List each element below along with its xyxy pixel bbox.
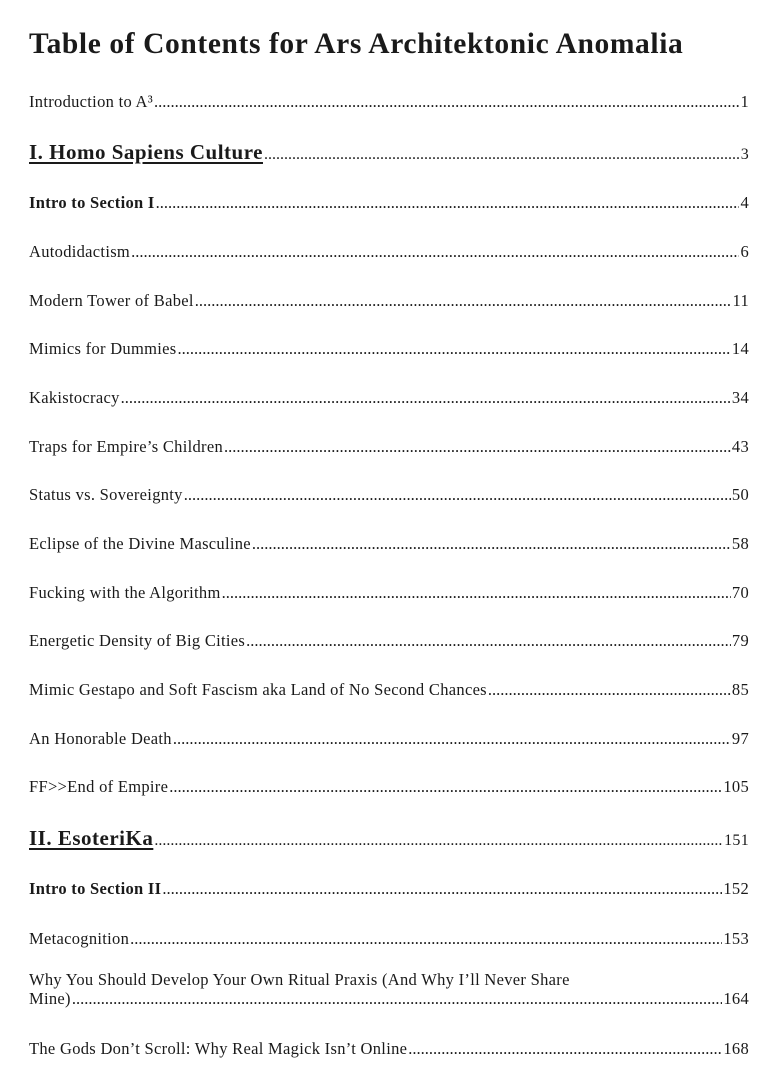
toc-section-heading-1[interactable]: [29, 140, 749, 165]
toc-entry-introduction[interactable]: [29, 92, 749, 112]
toc-entry-label: Traps for Empire’s Children: [29, 437, 224, 456]
toc-entry-label: Eclipse of the Divine Masculine: [29, 534, 251, 553]
toc-entry-label: Mimics for Dummies: [29, 339, 177, 358]
toc-entry-label: Energetic Density of Big Cities: [29, 631, 246, 650]
dot-leader: [154, 832, 723, 850]
dot-leader: [222, 583, 731, 603]
toc-page-number: 34: [731, 388, 749, 407]
toc-entry[interactable]: [29, 729, 749, 749]
dot-leader: [162, 879, 722, 899]
toc-page-number: 1: [740, 92, 749, 111]
toc-entry-label: Metacognition: [29, 929, 130, 948]
toc-page-number: 85: [731, 680, 749, 699]
dot-leader: [224, 437, 731, 457]
toc-entry-label: Autodidactism: [29, 242, 131, 261]
dot-leader: [246, 631, 731, 651]
toc-entry-label: Why You Should Develop Your Own Ritual Praxis (And Why I’ll Never Share: [29, 970, 570, 989]
toc-entry[interactable]: [29, 534, 749, 554]
toc-entry-label: The Gods Don’t Scroll: Why Real Magick Isn’t Online: [29, 1039, 408, 1058]
toc-entry-ritual-praxis[interactable]: [29, 970, 749, 1008]
toc-entry-intro-section-1[interactable]: [29, 193, 749, 213]
dot-leader: [130, 929, 722, 949]
toc-entry[interactable]: [29, 485, 749, 505]
dot-leader: [488, 680, 731, 700]
dot-leader: [156, 193, 740, 213]
toc-entry-intro-section-2[interactable]: [29, 879, 749, 899]
dot-leader: [408, 1039, 722, 1059]
toc-page-number: 105: [723, 777, 749, 796]
toc-page-number: 152: [723, 879, 749, 898]
toc-entry[interactable]: [29, 583, 749, 603]
dot-leader: [173, 729, 731, 749]
toc-entry-label: Introduction to A³: [29, 92, 154, 111]
toc-entry-label: Intro to Section I: [29, 193, 155, 212]
toc-section-label: I. Homo Sapiens Culture: [29, 140, 263, 164]
dot-leader: [252, 534, 731, 554]
toc-entry[interactable]: [29, 437, 749, 457]
toc-entry-label: Kakistocracy: [29, 388, 120, 407]
dot-leader: [264, 146, 740, 164]
toc-entry[interactable]: [29, 291, 749, 311]
page-title: Table of Contents for Ars Architektonic Anomalia: [29, 28, 684, 60]
toc-page-number: 79: [731, 631, 749, 650]
toc-entry[interactable]: [29, 339, 749, 359]
dot-leader: [184, 485, 731, 505]
toc-page-number: 153: [723, 929, 749, 948]
dot-leader: [72, 990, 723, 1008]
toc-page-number: 58: [731, 534, 749, 553]
toc-page-number: 70: [731, 583, 749, 602]
toc-entry-label: Fucking with the Algorithm: [29, 583, 221, 602]
toc-entry[interactable]: [29, 242, 749, 262]
toc-entry-label: An Honorable Death: [29, 729, 172, 748]
toc-entry[interactable]: [29, 631, 749, 651]
toc-entry-label: Mimic Gestapo and Soft Fascism aka Land of No Second Chances: [29, 680, 487, 699]
dot-leader: [121, 388, 731, 408]
toc-entry[interactable]: [29, 929, 749, 949]
toc-page-number: 14: [731, 339, 749, 358]
toc-entry-label: FF>>End of Empire: [29, 777, 169, 796]
toc-page-number: 168: [723, 1039, 749, 1058]
toc-page-number: 164: [723, 989, 749, 1008]
toc-entry-label: Status vs. Sovereignty: [29, 485, 183, 504]
dot-leader: [131, 242, 739, 262]
toc-entry[interactable]: [29, 1039, 749, 1059]
toc-page-number: 3: [740, 146, 749, 163]
toc-page-number: 4: [740, 193, 749, 212]
dot-leader: [195, 291, 732, 311]
toc-page-number: 11: [732, 291, 749, 310]
toc-entry-label: Modern Tower of Babel: [29, 291, 194, 310]
toc-entry[interactable]: [29, 680, 749, 700]
toc-page-number: 6: [740, 242, 749, 261]
toc-section-heading-2[interactable]: [29, 826, 749, 851]
toc-page-number: 50: [731, 485, 749, 504]
dot-leader: [169, 777, 722, 797]
toc-entry-label-continuation: Mine): [29, 989, 71, 1008]
dot-leader: [154, 92, 739, 112]
toc-page-number: 43: [731, 437, 749, 456]
dot-leader: [177, 339, 730, 359]
toc-page-number: 151: [724, 832, 749, 849]
toc-page-number: 97: [731, 729, 749, 748]
toc-entry[interactable]: [29, 777, 749, 797]
toc-section-label: II. EsoteriKa: [29, 826, 154, 850]
toc-entry-label: Intro to Section II: [29, 879, 162, 898]
toc-entry[interactable]: [29, 388, 749, 408]
